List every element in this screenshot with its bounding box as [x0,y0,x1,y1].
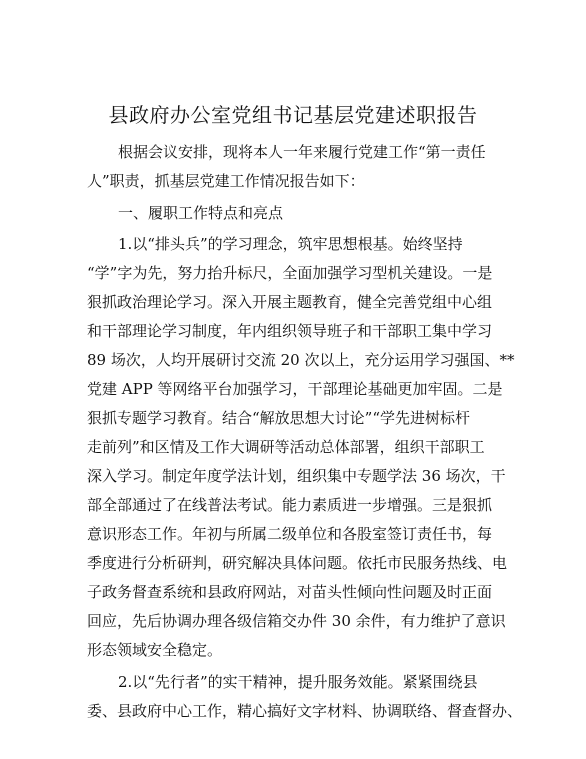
paragraph-line: 形态领域安全稳定。 [87,641,223,659]
paragraph-line: “学”字为先，努力抬升标尺，全面加强学习型机关建设。一是 [87,264,493,282]
paragraph-line: 委、县政府中心工作，精心搞好文字材料、协调联络、督查督办、 [87,702,523,720]
paragraph-line: 子政务督查系统和县政府网站，对苗头性倾向性问题及时正面 [87,583,493,601]
paragraph-line: 意识形态工作。年初与所属二级单位和各股室签订责任书，每 [87,525,493,543]
paragraph-line: 狠抓政治理论学习。深入开展主题教育，健全完善党组中心组 [87,293,493,311]
paragraph-line: 根据会议安排，现将本人一年来履行党建工作“第一责任 [118,143,486,161]
paragraph-line: 1.以“排头兵”的学习理念，筑牢思想根基。始终坚持 [118,235,463,253]
paragraph-line: 走前列”和区情及工作大调研等活动总体部署，组织干部职工 [87,438,485,456]
document-title: 县政府办公室党组书记基层党建述职报告 [108,103,478,127]
paragraph-line: 回应，先后协调办理各级信箱交办件 30 余件，有力维护了意识 [87,612,506,630]
paragraph-line: 89 场次，人均开展研讨交流 20 次以上，充分运用学习强国、** [87,351,515,369]
paragraph-line: 和干部理论学习制度，年内组织领导班子和干部职工集中学习 [87,322,493,340]
paragraph-line: 深入学习。制定年度学法计划，组织集中专题学法 36 场次，干 [87,467,506,485]
paragraph-line: 2.以“先行者”的实干精神，提升服务效能。紧紧围绕县 [118,673,478,691]
paragraph-line: 人”职责，抓基层党建工作情况报告如下： [87,172,365,190]
paragraph-line: 党建 APP 等网络平台加强学习，干部理论基础更加牢固。二是 [87,380,503,398]
section-heading: 一、履职工作特点和亮点 [118,204,284,222]
paragraph-line: 狠抓专题学习教育。结合“解放思想大讨论”“学先进树标杆 [87,409,471,427]
paragraph-line: 季度进行分析研判，研究解决具体问题。依托市民服务热线、电 [87,554,508,572]
paragraph-line: 部全部通过了在线普法考试。能力素质进一步增强。三是狠抓 [87,496,493,514]
